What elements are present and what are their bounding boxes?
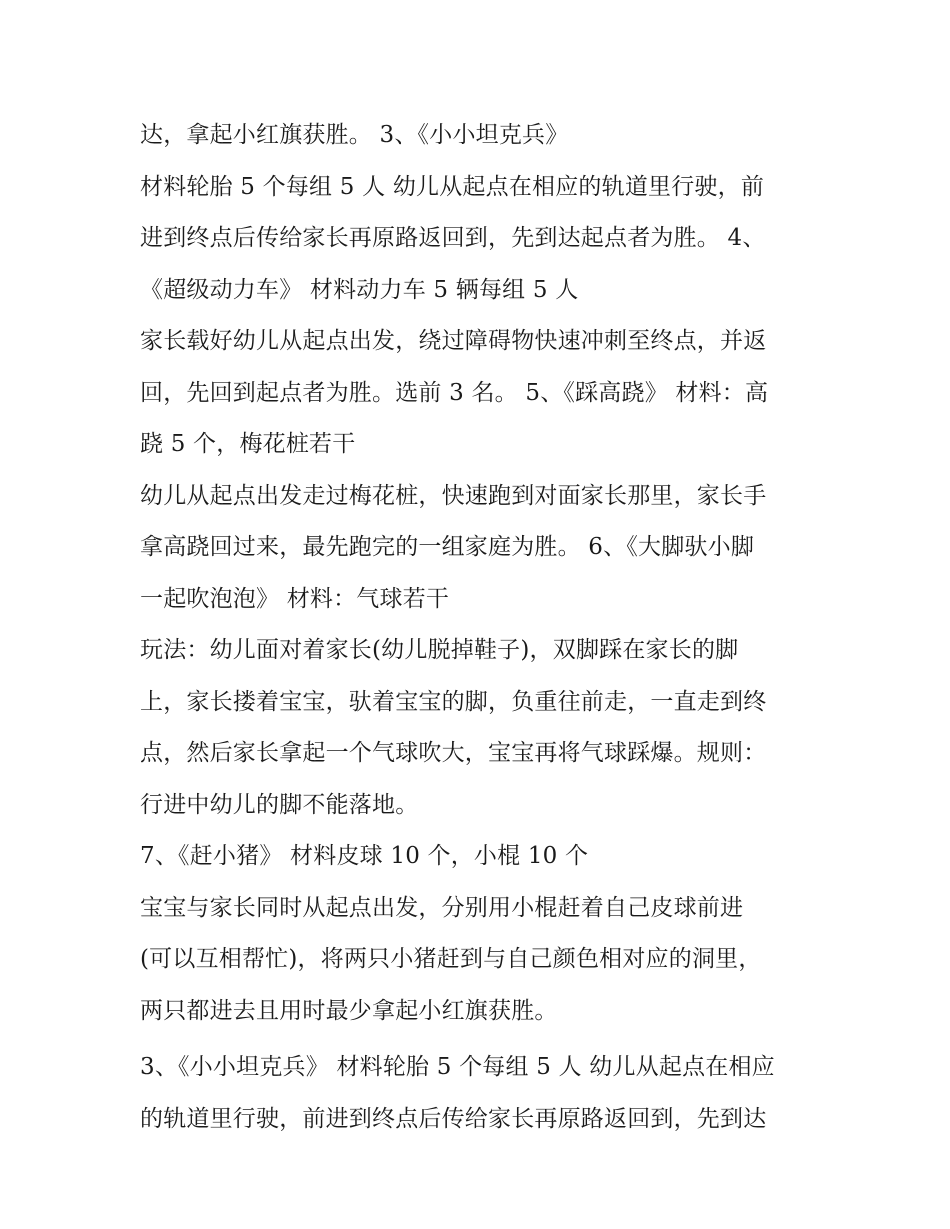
text-line: 材料轮胎 5 个每组 5 人 幼儿从起点在相应的轨道里行驶，前 (140, 173, 765, 200)
text-line: 进到终点后传给家长再原路返回到，先到达起点者为胜。 4、 (140, 225, 766, 251)
text-line: 家长载好幼儿从起点出发，绕过障碍物快速冲刺至终点，并返 (140, 328, 767, 354)
text-line: 7、《赶小猪》 材料皮球 10 个，小棍 10 个 (140, 843, 589, 869)
text-line: 上，家长搂着宝宝，驮着宝宝的脚，负重往前走，一直走到终 (140, 688, 767, 715)
text-line: 《超级动力车》 材料动力车 5 辆每组 5 人 (140, 276, 579, 303)
text-line: (可以互相帮忙)，将两只小猪赶到与自己颜色相对应的洞里， (140, 946, 762, 972)
text-line: 幼儿从起点出发走过梅花桩，快速跑到对面家长那里，家长手 (140, 482, 767, 509)
text-line: 达，拿起小红旗获胜。 3、《小小坦克兵》 (140, 122, 569, 148)
text-line: 点，然后家长拿起一个气球吹大，宝宝再将气球踩爆。规则： (140, 740, 767, 766)
text-line: 两只都进去且用时最少拿起小红旗获胜。 (140, 997, 558, 1024)
text-line: 回，先回到起点者为胜。选前 3 名。 5、《踩高跷》 材料：高 (140, 379, 769, 406)
text-line: 拿高跷回过来，最先跑完的一组家庭为胜。 6、《大脚驮小脚 (140, 534, 755, 560)
text-line: 的轨道里行驶，前进到终点后传给家长再原路返回到，先到达 (140, 1105, 767, 1132)
text-line: 宝宝与家长同时从起点出发，分别用小棍赶着自己皮球前进 (140, 894, 744, 921)
text-line: 一起吹泡泡》 材料：气球若干 (140, 585, 450, 612)
document-body (140, 110, 820, 1145)
text-line: 行进中幼儿的脚不能落地。 (140, 791, 419, 818)
text-line: 玩法：幼儿面对着家长(幼儿脱掉鞋子)，双脚踩在家长的脚 (140, 637, 739, 663)
text-line: 3、《小小坦克兵》 材料轮胎 5 个每组 5 人 幼儿从起点在相应 (140, 1054, 775, 1080)
text-line: 跷 5 个，梅花桩若干 (140, 431, 356, 457)
